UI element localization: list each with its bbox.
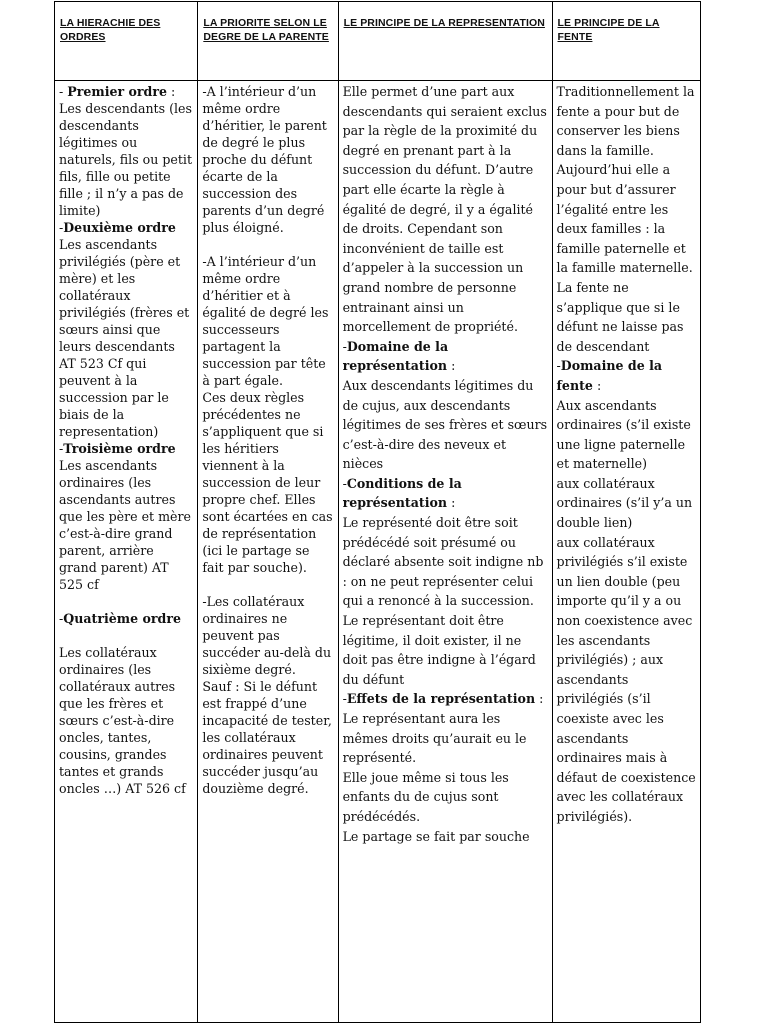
cell-priority [198,81,338,1023]
order-2-text: Les ascendants privilégiés (père et mère) et les collatéraux privilégiés (frères et sœurs ainsi que leurs descendants AT 523 Cf qui peuvent à la succession par le biais de la representation) [59,237,190,439]
order-1-title: Premier ordre [67,84,168,99]
header-priority: LA PRIORITE SELON LE DEGRE DE LA PARENTE [198,2,338,81]
representation-conditions-heading: -Conditions de la représentation : [342,475,462,511]
priority-rule-1: -A l’intérieur d’un même ordre d’héritier, le parent de degré le plus proche du défunt écarte de la succession des parents d’un degré plus éloigné. [202,84,327,235]
order-3-title: Troisième ordre [63,441,176,456]
header-hierarchy: LA HIERACHIE DES ORDRES [55,2,198,81]
priority-rule-3: Ces deux règles précédentes ne s’appliquent que si les héritiers viennent à la succession de leur propre chef. Elles sont écartées en cas de représentation (ici le partage se fait par souche). [202,390,333,575]
representation-effects-text-1: Le représentant aura les mêmes droits qu’aurait eu le représenté. [342,711,527,766]
representation-domain-text: Aux descendants légitimes du de cujus, aux descendants légitimes de ses frères et sœurs c’est-à-dire des neveux et nièces [342,377,548,472]
cell-representation [338,81,552,1023]
order-2-title: Deuxième ordre [63,220,176,235]
succession-table [54,1,701,1023]
order-1: - Premier ordre : [59,84,176,99]
header-fente: LE PRINCIPE DE LA FENTE [552,2,700,81]
representation-conditions-text-1: Le représenté doit être soit prédécédé soit présumé ou déclaré absente soit indigne nb : on ne peut représenter celui qui a renoncé à la succession. [342,515,544,609]
order-3-text: Les ascendants ordinaires (les ascendants autres que les père et mère c’est-à-dire grand parent, arrière grand parent) AT 525 cf [59,458,191,592]
order-4: -Quatrième ordre [59,611,182,626]
representation-conditions-text-2: Le représentant doit être légitime, il doit exister, il ne doit pas être indigne à l’égard du défunt [342,613,536,687]
cell-fente [552,81,700,1023]
cell-hierarchy [55,81,198,1023]
representation-effects-heading: -Effets de la représentation : [342,691,544,707]
fente-collateral-privileged: aux collatéraux privilégiés s’il existe un lien double (peu importe qu’il y a ou non coexistence avec les ascendants privilégiés) ; aux ascendants privilégiés (s’il coexiste avec les ascendants ordinaires mais à défaut de coexistence avec les collatéraux privilégiés). [556,534,696,824]
representation-effects-text-3: Le partage se fait par souche [342,828,530,844]
order-2: -Deuxième ordre [59,220,176,235]
content-row [55,81,701,1023]
representation-intro: Elle permet d’une part aux descendants qui seraient exclus par la règle de la proximité du degré en prenant part à la succession du défunt. D’autre part elle écarte la règle à égalité de degré, il y a égalité de droits. Cependant son inconvénient de taille est d’appeler à la succession un grand nombre de personne entrainant ainsi un morcellement de propriété. [342,84,547,335]
order-1-text: Les descendants (les descendants légitimes ou naturels, fils ou petit fils, fille ou petite fille ; il n’y a pas de limite) [59,101,193,218]
representation-domain-heading: -Domaine de la représentation : [342,338,456,374]
priority-rule-4: -Les collatéraux ordinaires ne peuvent pas succéder au-delà du sixième degré. [202,594,332,677]
order-4-text: Les collatéraux ordinaires (les collatéraux autres que les frères et sœurs c’est-à-dire oncles, tantes, cousins, grandes tantes et grands oncles …) AT 526 cf [59,645,186,796]
header-representation: LE PRINCIPE DE LA REPRESENTATION [338,2,552,81]
priority-rule-2: -A l’intérieur d’un même ordre d’héritier et à égalité de degré les successeurs partagent la succession par tête à part égale. [202,254,329,388]
priority-exception: Sauf : Si le défunt est frappé d’une incapacité de tester, les collatéraux ordinaires peuvent succéder jusqu’au douzième degré. [202,679,332,796]
fente-domain-heading: -Domaine de la fente : [556,358,663,393]
fente-note: La fente ne s’applique que si le défunt ne laisse pas de descendant [556,279,684,354]
order-4-title: Quatrième ordre [63,611,182,626]
fente-domain-text: Aux ascendants ordinaires (s’il existe une ligne paternelle et maternelle) [556,397,691,472]
header-row [55,2,701,81]
fente-collateral-ordinary: aux collatéraux ordinaires (s’il y’a un double lien) [556,475,693,531]
representation-effects-text-2: Elle joue même si tous les enfants du de cujus sont prédécédés. [342,769,509,824]
order-3: -Troisième ordre [59,441,176,456]
fente-intro: Traditionnellement la fente a pour but de conserver les biens dans la famille. Aujourd’hui elle a pour but d’assurer l’égalité entre les deux familles : la famille paternelle et la famille maternelle. [556,84,695,276]
